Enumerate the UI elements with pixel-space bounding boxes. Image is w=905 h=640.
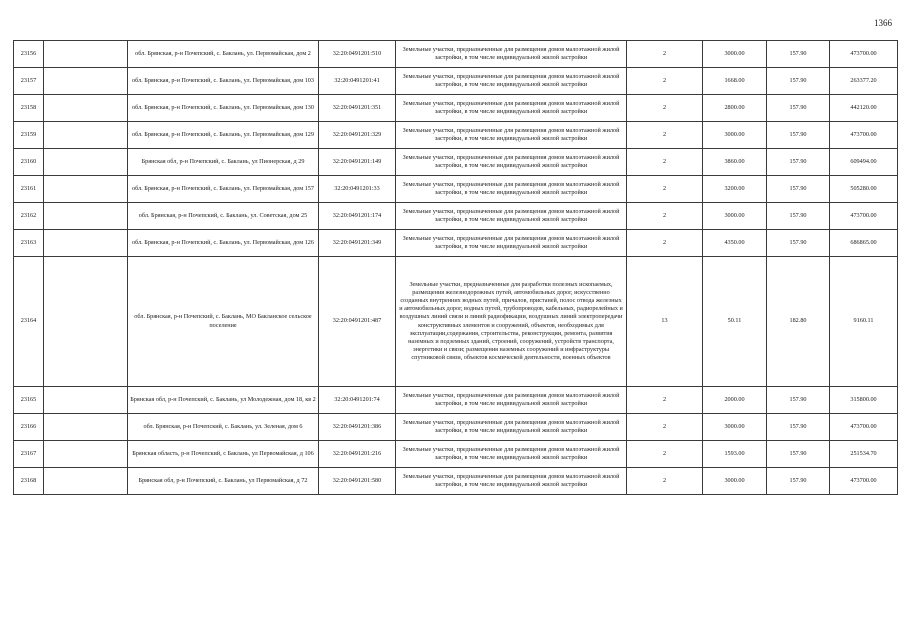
row-number-cell: 23161: [14, 176, 44, 203]
row-number-cell: 23168: [14, 468, 44, 495]
permitted-use-cell: Земельные участки, предназначенные для размещения домов малоэтажной жилой застройки, в том числе индивидуальной жилой застройки: [396, 441, 627, 468]
empty-cell: [44, 68, 128, 95]
rate-cell: 157.90: [767, 468, 830, 495]
category-cell: 2: [627, 68, 703, 95]
row-number-cell: 23164: [14, 257, 44, 387]
permitted-use-cell: Земельные участки, предназначенные для разработки полезных ископаемых, размещения железнодорожных путей, автомобильных дорог, искусственно созданных внутренних водных путей, причалов, пристаней, полос отвода железных и автомобильных дорог, водных путей, трубопроводов, кабельных, радиорелейных и воздушных линий связи и линий радиофикации, воздушных линий электропередачи конструктивных элементов и сооружений, объектов, необходимых для эксплуатации,содержания, строительства, реконструкции, ремонта, развития наземных и подземных зданий, строений, сооружений, устройств транспорта, энергетики и связи; размещения наземных сооружений и инфраструктуры спутниковой связи, объектов космической деятельности, военных объектов: [396, 257, 627, 387]
cadastral-value-cell: 315800.00: [830, 387, 898, 414]
category-cell: 13: [627, 257, 703, 387]
table-row: [14, 41, 898, 68]
rate-cell: 157.90: [767, 387, 830, 414]
address-cell: Брянская область, р-н Почепский, с Баклань, ул Первомайская, д 106: [128, 441, 319, 468]
cadastral-value-cell: 609494.00: [830, 149, 898, 176]
table-row: [14, 176, 898, 203]
table-row: [14, 122, 898, 149]
empty-cell: [44, 441, 128, 468]
rate-cell: 157.90: [767, 203, 830, 230]
cadastral-number-cell: 32:20:0491201:510: [319, 41, 396, 68]
category-cell: 2: [627, 95, 703, 122]
land-registry-table: [13, 40, 898, 495]
empty-cell: [44, 95, 128, 122]
cadastral-value-cell: 686865.00: [830, 230, 898, 257]
cadastral-number-cell: 32:20:0491201:351: [319, 95, 396, 122]
area-cell: 3860.00: [703, 149, 767, 176]
row-number-cell: 23167: [14, 441, 44, 468]
rate-cell: 157.90: [767, 122, 830, 149]
category-cell: 2: [627, 149, 703, 176]
cadastral-number-cell: 32:20:0491201:349: [319, 230, 396, 257]
cadastral-value-cell: 473700.00: [830, 203, 898, 230]
table-row: [14, 149, 898, 176]
address-cell: Брянская обл, р-н Почепский, с. Баклань, ул Молодежная, дом 18, кв 2: [128, 387, 319, 414]
area-cell: 3000.00: [703, 41, 767, 68]
rate-cell: 157.90: [767, 176, 830, 203]
address-cell: обл. Брянская, р-н Почепский, с. Баклань, ул. Первомайская, дом 129: [128, 122, 319, 149]
area-cell: 2000.00: [703, 387, 767, 414]
permitted-use-cell: Земельные участки, предназначенные для размещения домов малоэтажной жилой застройки, в том числе индивидуальной жилой застройки: [396, 122, 627, 149]
permitted-use-cell: Земельные участки, предназначенные для размещения домов малоэтажной жилой застройки, в том числе индивидуальной жилой застройки: [396, 414, 627, 441]
area-cell: 1668.00: [703, 68, 767, 95]
cadastral-value-cell: 473700.00: [830, 122, 898, 149]
permitted-use-cell: Земельные участки, предназначенные для размещения домов малоэтажной жилой застройки, в том числе индивидуальной жилой застройки: [396, 203, 627, 230]
empty-cell: [44, 230, 128, 257]
category-cell: 2: [627, 468, 703, 495]
cadastral-number-cell: 32:20:0491201:487: [319, 257, 396, 387]
cadastral-value-cell: 263377.20: [830, 68, 898, 95]
table-row: [14, 257, 898, 387]
area-cell: 3000.00: [703, 122, 767, 149]
address-cell: Брянская обл, р-н Почепский, с. Баклань, ул Пионерская, д 29: [128, 149, 319, 176]
permitted-use-cell: Земельные участки, предназначенные для размещения домов малоэтажной жилой застройки, в том числе индивидуальной жилой застройки: [396, 387, 627, 414]
permitted-use-cell: Земельные участки, предназначенные для размещения домов малоэтажной жилой застройки, в том числе индивидуальной жилой застройки: [396, 95, 627, 122]
cadastral-number-cell: 32:20:0491201:74: [319, 387, 396, 414]
cadastral-number-cell: 32:20:0491201:216: [319, 441, 396, 468]
table-row: [14, 68, 898, 95]
category-cell: 2: [627, 441, 703, 468]
category-cell: 2: [627, 203, 703, 230]
row-number-cell: 23165: [14, 387, 44, 414]
table-row: [14, 203, 898, 230]
cadastral-number-cell: 32:20:0491201:580: [319, 468, 396, 495]
category-cell: 2: [627, 387, 703, 414]
table-row: [14, 95, 898, 122]
empty-cell: [44, 149, 128, 176]
empty-cell: [44, 122, 128, 149]
empty-cell: [44, 41, 128, 68]
address-cell: обл. Брянская, р-н Почепский, с. Баклань, ул. Первомайская, дом 126: [128, 230, 319, 257]
cadastral-number-cell: 32:20:0491201:33: [319, 176, 396, 203]
area-cell: 4350.00: [703, 230, 767, 257]
address-cell: обл. Брянская, р-н Почепский, с. Баклань, ул. Первомайская, дом 2: [128, 41, 319, 68]
area-cell: 3000.00: [703, 468, 767, 495]
address-cell: Брянская обл, р-н Почепский, с. Баклань, ул Первомайская, д 72: [128, 468, 319, 495]
rate-cell: 157.90: [767, 95, 830, 122]
row-number-cell: 23162: [14, 203, 44, 230]
row-number-cell: 23158: [14, 95, 44, 122]
area-cell: 3200.00: [703, 176, 767, 203]
area-cell: 1593.00: [703, 441, 767, 468]
category-cell: 2: [627, 230, 703, 257]
permitted-use-cell: Земельные участки, предназначенные для размещения домов малоэтажной жилой застройки, в том числе индивидуальной жилой застройки: [396, 41, 627, 68]
row-number-cell: 23157: [14, 68, 44, 95]
rate-cell: 157.90: [767, 441, 830, 468]
permitted-use-cell: Земельные участки, предназначенные для размещения домов малоэтажной жилой застройки, в том числе индивидуальной жилой застройки: [396, 149, 627, 176]
category-cell: 2: [627, 41, 703, 68]
address-cell: обл. Брянская, р-н Почепский, с. Баклань, ул. Советская, дом 25: [128, 203, 319, 230]
cadastral-value-cell: 505280.00: [830, 176, 898, 203]
table-row: [14, 230, 898, 257]
cadastral-value-cell: 473700.00: [830, 41, 898, 68]
permitted-use-cell: Земельные участки, предназначенные для размещения домов малоэтажной жилой застройки, в том числе индивидуальной жилой застройки: [396, 68, 627, 95]
permitted-use-cell: Земельные участки, предназначенные для размещения домов малоэтажной жилой застройки, в том числе индивидуальной жилой застройки: [396, 230, 627, 257]
address-cell: обл. Брянская, р-н Почепский, с. Баклань, ул. Зеленая, дом 6: [128, 414, 319, 441]
rate-cell: 157.90: [767, 230, 830, 257]
cadastral-value-cell: 251534.70: [830, 441, 898, 468]
empty-cell: [44, 257, 128, 387]
cadastral-number-cell: 32:20:0491201:329: [319, 122, 396, 149]
area-cell: 3000.00: [703, 414, 767, 441]
address-cell: обл. Брянская, р-н Почепский, с. Баклань, ул. Первомайская, дом 103: [128, 68, 319, 95]
page-number: 1366: [874, 18, 892, 28]
area-cell: 50.11: [703, 257, 767, 387]
table-row: [14, 387, 898, 414]
address-cell: обл. Брянская, р-н Почепский, с. Баклань, ул. Первомайская, дом 157: [128, 176, 319, 203]
permitted-use-cell: Земельные участки, предназначенные для размещения домов малоэтажной жилой застройки, в том числе индивидуальной жилой застройки: [396, 176, 627, 203]
empty-cell: [44, 203, 128, 230]
row-number-cell: 23163: [14, 230, 44, 257]
empty-cell: [44, 414, 128, 441]
rate-cell: 157.90: [767, 41, 830, 68]
table-row: [14, 468, 898, 495]
address-cell: обл. Брянская, р-н Почепский, с. Баклань, МО Бакланское сельское поселение: [128, 257, 319, 387]
cadastral-number-cell: 32:20:0491201:149: [319, 149, 396, 176]
rate-cell: 157.90: [767, 149, 830, 176]
category-cell: 2: [627, 176, 703, 203]
cadastral-value-cell: 9160.11: [830, 257, 898, 387]
row-number-cell: 23160: [14, 149, 44, 176]
cadastral-number-cell: 32:20:0491201:174: [319, 203, 396, 230]
registry-table-body: [14, 41, 898, 495]
cadastral-number-cell: 32:20:0491201:386: [319, 414, 396, 441]
rate-cell: 157.90: [767, 68, 830, 95]
rate-cell: 182.80: [767, 257, 830, 387]
cadastral-value-cell: 473700.00: [830, 468, 898, 495]
area-cell: 2800.00: [703, 95, 767, 122]
permitted-use-cell: Земельные участки, предназначенные для размещения домов малоэтажной жилой застройки, в том числе индивидуальной жилой застройки: [396, 468, 627, 495]
category-cell: 2: [627, 122, 703, 149]
category-cell: 2: [627, 414, 703, 441]
table-row: [14, 441, 898, 468]
table-row: [14, 414, 898, 441]
cadastral-value-cell: 473700.00: [830, 414, 898, 441]
empty-cell: [44, 176, 128, 203]
cadastral-value-cell: 442120.00: [830, 95, 898, 122]
row-number-cell: 23166: [14, 414, 44, 441]
cadastral-number-cell: 32:20:0491201:41: [319, 68, 396, 95]
empty-cell: [44, 387, 128, 414]
area-cell: 3000.00: [703, 203, 767, 230]
rate-cell: 157.90: [767, 414, 830, 441]
row-number-cell: 23156: [14, 41, 44, 68]
address-cell: обл. Брянская, р-н Почепский, с. Баклань, ул. Первомайская, дом 130: [128, 95, 319, 122]
empty-cell: [44, 468, 128, 495]
row-number-cell: 23159: [14, 122, 44, 149]
